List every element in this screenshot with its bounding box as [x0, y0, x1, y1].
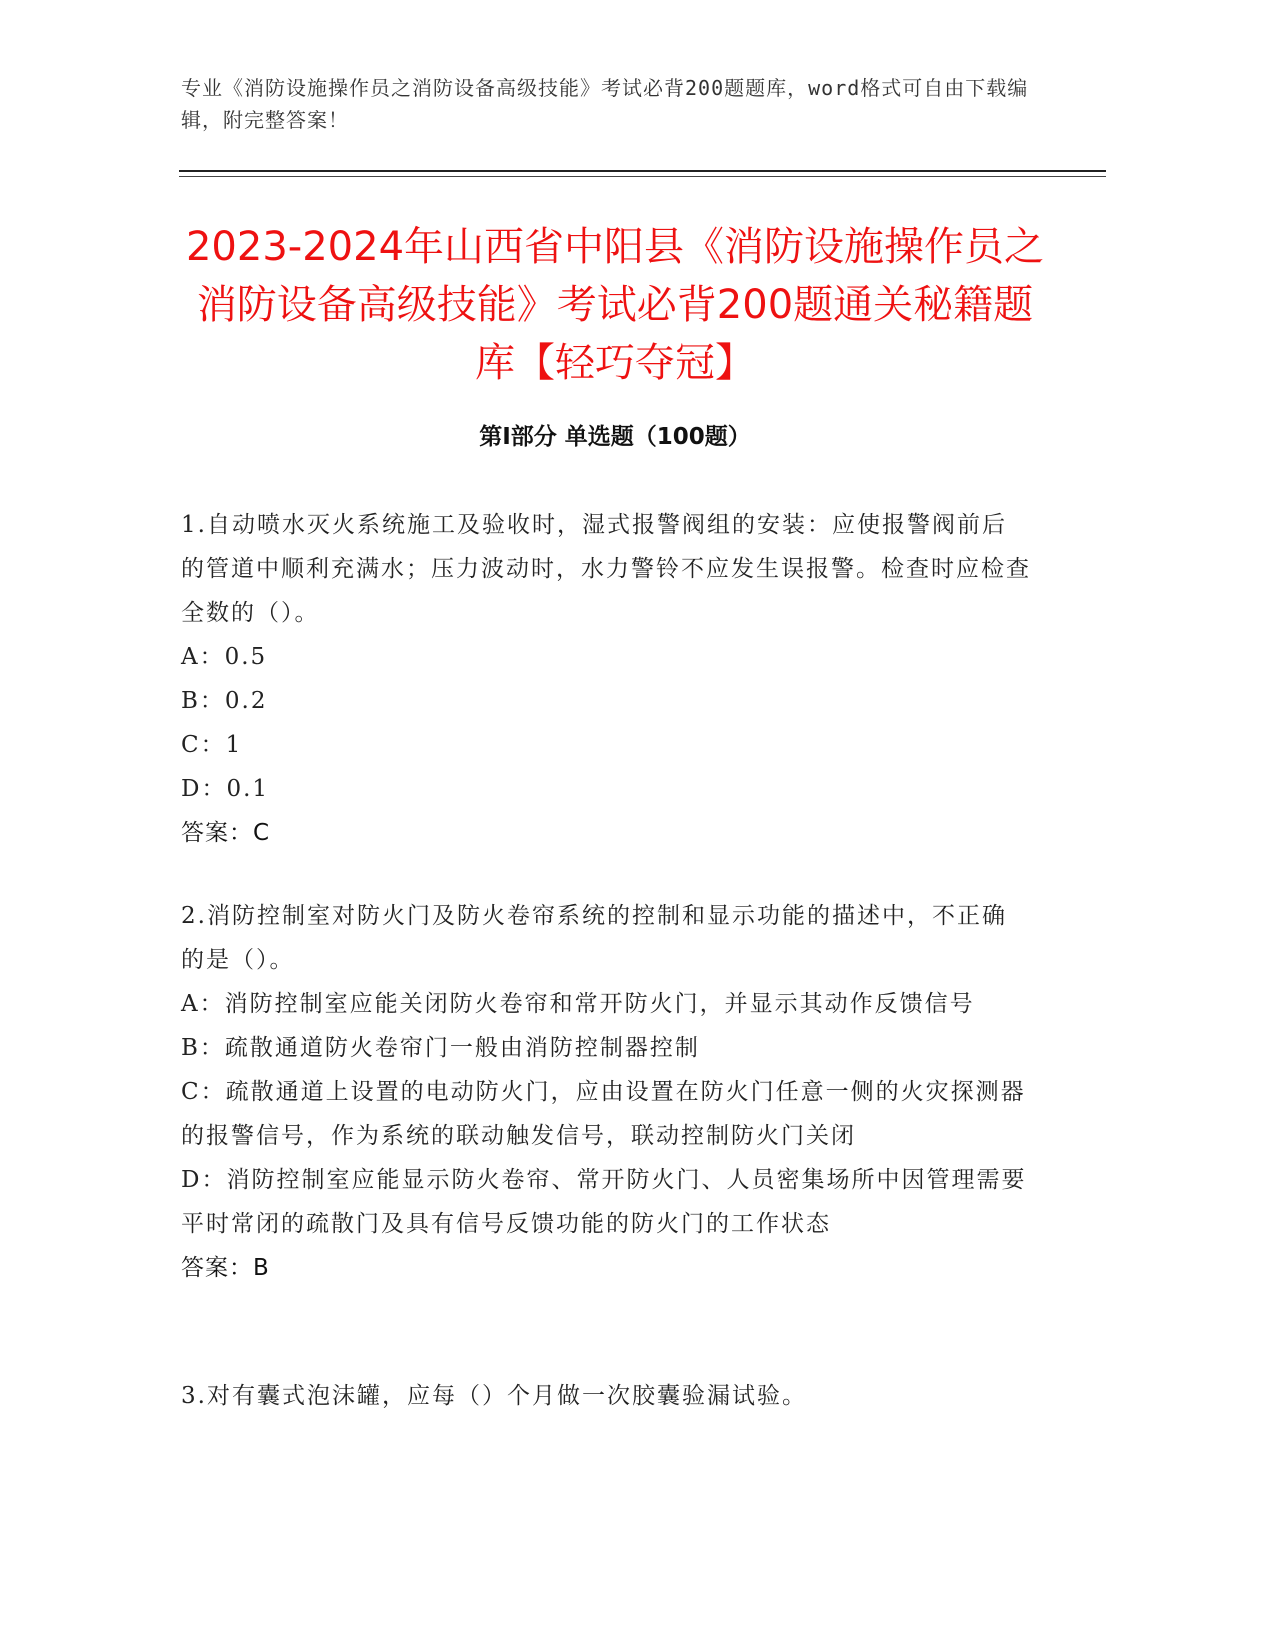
- option-c: C：1: [181, 732, 243, 758]
- header-divider-thick: [179, 170, 1106, 172]
- document-title: 2023-2024年山西省中阳县《消防设施操作员之消防设备高级技能》考试必背200题通关秘籍题库【轻巧夺冠】: [185, 224, 1045, 386]
- document-header-note: 专业《消防设施操作员之消防设备高级技能》考试必背200题题库，word格式可自由下载编辑，附完整答案！: [181, 76, 1029, 132]
- option-b: B：0.2: [181, 688, 268, 714]
- option-d: D：0.1: [181, 776, 270, 802]
- question-stem: 1.自动喷水灭火系统施工及验收时，湿式报警阀组的安装：应使报警阀前后的管道中顺利充满水；压力波动时，水力警铃不应发生误报警。检查时应检查全数的（）。: [181, 512, 1031, 626]
- answer-line: 答案：B: [181, 1255, 270, 1281]
- option-b: B：疏散通道防火卷帘门一般由消防控制器控制: [181, 1035, 700, 1061]
- answer-line: 答案：C: [181, 820, 271, 846]
- option-c: C：疏散通道上设置的电动防火门，应由设置在防火门任意一侧的火灾探测器的报警信号，作为系统的联动触发信号，联动控制防火门关闭: [181, 1079, 1026, 1149]
- question-2: [181, 894, 1031, 1290]
- option-a: A：消防控制室应能关闭防火卷帘和常开防火门，并显示其动作反馈信号: [181, 991, 975, 1017]
- option-a: A：0.5: [181, 644, 268, 670]
- question-stem: 2.消防控制室对防火门及防火卷帘系统的控制和显示功能的描述中，不正确的是（）。: [181, 903, 1007, 973]
- section-heading: 第Ⅰ部分 单选题（100题）: [479, 424, 751, 450]
- question-1: [181, 503, 1031, 855]
- option-d: D：消防控制室应能显示防火卷帘、常开防火门、人员密集场所中因管理需要平时常闭的疏散门及具有信号反馈功能的防火门的工作状态: [181, 1167, 1027, 1237]
- question-stem: 3.对有囊式泡沫罐，应每（）个月做一次胶囊验漏试验。: [181, 1383, 807, 1409]
- question-3: [181, 1374, 1031, 1418]
- header-divider-thin: [179, 176, 1106, 177]
